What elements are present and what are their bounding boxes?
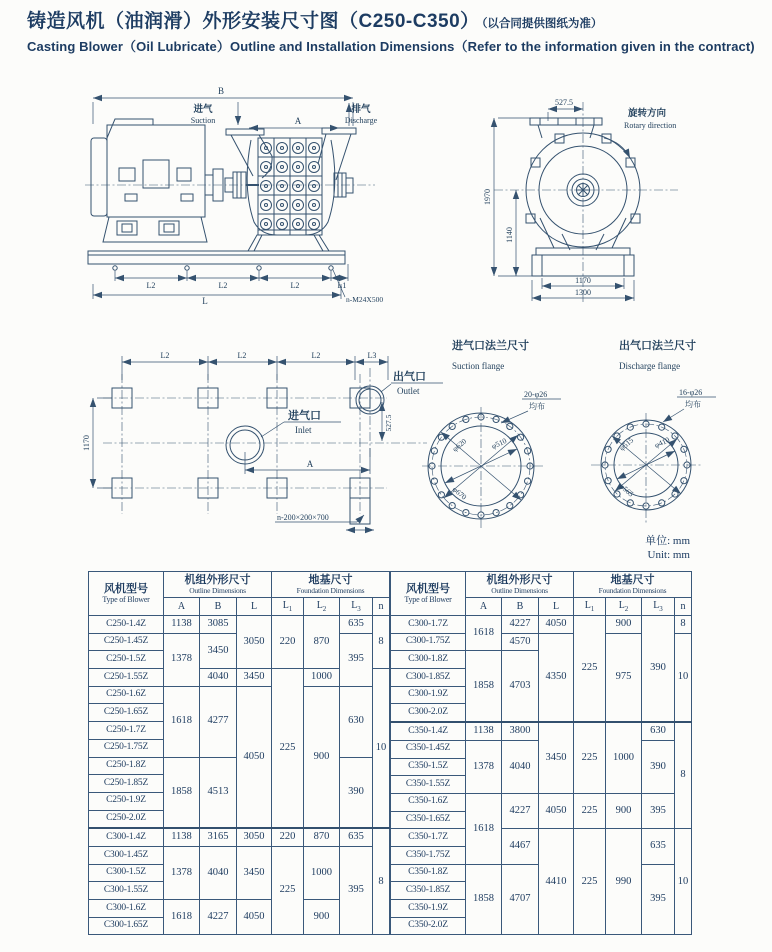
discharge-flange-drawing: [593, 335, 768, 540]
dim-1170-label: 1170: [575, 276, 591, 285]
page-title-cn: 铸造风机（油润滑）外形安装尺寸图（C250-C350）: [27, 11, 480, 32]
dim-cell-B: 4707: [502, 864, 539, 935]
base-frame: [88, 251, 383, 306]
blower-model-cell: C350-1.6Z: [391, 793, 466, 811]
col-header-L3: $L_3$: [340, 598, 373, 616]
outlet-label-cn: 出气口: [393, 371, 426, 383]
col-header-B: B: [200, 598, 237, 616]
blower-model-cell: C250-1.45Z: [89, 633, 164, 651]
header-outline: 机组外形尺寸 Outline Dimensions: [164, 572, 272, 598]
dim-L2-label: L2: [237, 351, 247, 360]
dim-L2-label: L2: [146, 281, 156, 290]
table-row: [89, 616, 390, 634]
dim-cell-A: 1378: [466, 740, 502, 793]
dim-L2-label: L2: [218, 281, 228, 290]
blower-model-cell: C350-1.7Z: [391, 829, 466, 847]
page-title-en: Casting Blower（Oil Lubricate）Outline and Installation Dimensions（Refer to the information given in the contract): [27, 39, 755, 54]
dim-cell-L2: 900: [304, 900, 340, 935]
dim-cell-n: 8: [373, 616, 390, 669]
col-header-B: B: [502, 598, 539, 616]
dim-cell-L: 4050: [237, 686, 272, 828]
col-header-L2: $L_2$: [606, 598, 642, 616]
dim-cell-B: 3450: [200, 633, 237, 668]
dim-cell-B: 3165: [200, 828, 237, 846]
dim-cell-L1: 225: [574, 793, 606, 828]
blower-model-cell: C300-1.65Z: [89, 917, 164, 935]
anchor-bolt-note: n-M24X500: [346, 295, 384, 304]
col-header-L: L: [237, 598, 272, 616]
dim-cell-A: 1618: [466, 793, 502, 864]
pocket-note-text: n-200×200×700: [277, 513, 329, 522]
col-header-A: A: [466, 598, 502, 616]
table-row: [89, 686, 390, 704]
blower-model-cell: C300-1.5Z: [89, 864, 164, 882]
dim-527-label: 527.5: [555, 98, 573, 107]
dim-cell-L2: 900: [606, 793, 642, 828]
dim-cell-L: 3050: [237, 828, 272, 846]
dim-cell-A: 1618: [164, 686, 200, 757]
dim-L2-label: L2: [290, 281, 300, 290]
dim-cell-A: 1138: [164, 616, 200, 634]
dim-cell-L2: 870: [304, 828, 340, 846]
blower-model-cell: C350-1.9Z: [391, 900, 466, 918]
dim-cell-A: 1858: [466, 864, 502, 935]
dim-cell-L1: 225: [272, 669, 304, 829]
table-header: [391, 572, 692, 616]
dim-cell-n: 10: [675, 633, 692, 722]
rotary-label-cn: 旋转方向: [628, 108, 667, 119]
dim-cell-B: 4227: [502, 793, 539, 828]
discharge-holes-note: 16-φ26: [679, 388, 703, 397]
dim-A-label: A: [306, 459, 314, 469]
discharge-label-cn: 排气: [351, 104, 371, 115]
blower-model-cell: C350-1.5Z: [391, 758, 466, 776]
dim-cell-L: 4410: [539, 829, 574, 935]
blower-model-cell: C250-2.0Z: [89, 810, 164, 828]
outlet-label-en: Outlet: [397, 386, 420, 396]
dim-cell-L3: 390: [642, 740, 675, 793]
blower-model-cell: C250-1.8Z: [89, 757, 164, 775]
unit-note-cn: 单位: mm: [645, 535, 690, 547]
dim-cell-n: 8: [675, 616, 692, 634]
discharge-label-en: Discharge: [344, 116, 378, 125]
dim-cell-A: 1618: [466, 616, 502, 651]
col-header-L3: $L_3$: [642, 598, 675, 616]
table-row: [391, 616, 692, 634]
dim-cell-n: 8: [675, 722, 692, 829]
header-type: 风机型号 Type of Blower: [89, 572, 164, 616]
dim-cell-A: 1378: [164, 633, 200, 686]
dim-cell-B: 4227: [200, 900, 237, 935]
dim-cell-B: 4040: [200, 669, 237, 687]
dim-L2-label: L2: [311, 351, 321, 360]
discharge-flange-title-cn: 出气口法兰尺寸: [619, 340, 696, 352]
blower-model-cell: C300-1.7Z: [391, 616, 466, 634]
page-title-note: （以合同提供图纸为准）: [481, 18, 603, 30]
dim-cell-n: 10: [373, 669, 390, 829]
blower-model-cell: C350-1.55Z: [391, 776, 466, 794]
dim-cell-L: 4050: [539, 793, 574, 828]
side-view-dimensions: [93, 86, 378, 128]
discharge-bore-dia: φ410: [653, 435, 671, 450]
dim-cell-L: 3450: [539, 722, 574, 793]
dim-cell-L3: 395: [642, 864, 675, 935]
blower-model-cell: C250-1.6Z: [89, 686, 164, 704]
suction-bore-dia: φ510: [490, 436, 508, 451]
dim-1970-label: 1970: [483, 189, 492, 205]
table-header: [89, 572, 390, 616]
inlet-opening: [226, 408, 341, 464]
dim-cell-L1: 225: [272, 846, 304, 934]
blower-model-cell: C350-1.8Z: [391, 864, 466, 882]
dim-cell-L3: 635: [642, 829, 675, 864]
dim-cell-n: 10: [675, 829, 692, 935]
blower-model-cell: C350-1.4Z: [391, 722, 466, 740]
dim-cell-L2: 990: [606, 829, 642, 935]
plan-A-dimension: [245, 448, 370, 474]
dim-cell-L3: 395: [340, 633, 373, 686]
blower-model-cell: C250-1.7Z: [89, 722, 164, 740]
pocket-size-note: [275, 513, 374, 530]
unit-note: [560, 534, 690, 562]
dim-cell-B: 3085: [200, 616, 237, 634]
blower-model-cell: C350-2.0Z: [391, 917, 466, 935]
header-outline: 机组外形尺寸 Outline Dimensions: [466, 572, 574, 598]
col-header-L: L: [539, 598, 574, 616]
dim-cell-L2: 870: [304, 616, 340, 669]
dim-cell-L1: 220: [272, 616, 304, 669]
dim-L3-label: L3: [367, 351, 377, 360]
dim-L-label: L: [202, 296, 208, 306]
blower-model-cell: C250-1.4Z: [89, 616, 164, 634]
inlet-label-en: Inlet: [295, 425, 312, 435]
side-view-drawing: [55, 72, 455, 307]
col-header-n: n: [675, 598, 692, 616]
col-header-L1: $L_1$: [272, 598, 304, 616]
dim-cell-A: 1378: [164, 846, 200, 899]
suction-flange-face: [422, 390, 561, 529]
dim-cell-L2: 900: [304, 686, 340, 828]
dim-cell-L: 3450: [237, 669, 272, 687]
blower-model-cell: C300-2.0Z: [391, 704, 466, 722]
blower-model-cell: C250-1.85Z: [89, 775, 164, 793]
dim-cell-L1: 220: [272, 828, 304, 846]
suction-label-cn: 进气: [193, 104, 213, 115]
dim-cell-A: 1618: [164, 900, 200, 935]
blower-model-cell: C250-1.75Z: [89, 739, 164, 757]
table-row: [89, 846, 390, 864]
dim-cell-L3: 630: [340, 686, 373, 757]
dimension-table-left: [88, 571, 390, 935]
plan-top-dimensions: [122, 351, 388, 380]
dim-cell-A: 1138: [164, 828, 200, 846]
dim-L1-label: L1: [337, 281, 347, 290]
dim-cell-L: 4050: [539, 616, 574, 634]
dim-cell-L: 3450: [237, 846, 272, 899]
table-body-left: [89, 616, 390, 935]
dim-cell-L3: 635: [340, 828, 373, 846]
blower-model-cell: C300-1.8Z: [391, 651, 466, 669]
col-header-A: A: [164, 598, 200, 616]
dim-cell-L3: 635: [340, 616, 373, 634]
front-view-drawing: [478, 88, 770, 313]
col-header-n: n: [373, 598, 390, 616]
dim-cell-B: 4040: [502, 740, 539, 793]
blower-model-cell: C250-1.65Z: [89, 704, 164, 722]
dim-cell-L: 3050: [237, 616, 272, 669]
dimension-table-right: [390, 571, 692, 935]
table-row: [391, 722, 692, 740]
col-header-L1: $L_1$: [574, 598, 606, 616]
rotary-direction: [604, 107, 676, 158]
blower-model-cell: C300-1.9Z: [391, 686, 466, 704]
suction-label-en: Suction: [190, 116, 216, 125]
dim-cell-A: 1858: [466, 651, 502, 722]
dim-cell-L1: 225: [574, 616, 606, 723]
table-body-right: [391, 616, 692, 935]
dim-cell-L: 4050: [237, 900, 272, 935]
plan-axes: [103, 368, 427, 514]
suction-outer-dia: φ670: [450, 484, 469, 502]
dim-cell-B: 4040: [200, 846, 237, 899]
dim-cell-L3: 395: [642, 793, 675, 828]
discharge-bolt-circle-dia: φ515: [617, 435, 636, 453]
dim-cell-B: 4513: [200, 757, 237, 828]
blower-model-cell: C300-1.85Z: [391, 669, 466, 687]
table-row: [391, 793, 692, 811]
discharge-flange-face: [591, 388, 716, 523]
dim-cell-L3: 395: [340, 846, 373, 934]
col-header-L2: $L_2$: [304, 598, 340, 616]
anchor-pockets: [112, 388, 370, 524]
dim-cell-B: 4227: [502, 616, 539, 634]
dim-cell-L2: 1000: [304, 846, 340, 899]
dim-1300-label: 1300: [575, 288, 591, 297]
dim-cell-B: 3800: [502, 722, 539, 740]
title-block: [27, 6, 757, 55]
discharge-flange-title-en: Discharge flange: [619, 361, 681, 371]
blower-model-cell: C300-1.75Z: [391, 633, 466, 651]
dim-cell-B: 4703: [502, 651, 539, 722]
dimension-tables: [88, 571, 692, 935]
blower-model-cell: C350-1.45Z: [391, 740, 466, 758]
blower-model-cell: C300-1.55Z: [89, 882, 164, 900]
table-row: [89, 828, 390, 846]
header-foundation: 地基尺寸 Foundation Dimensions: [272, 572, 390, 598]
dim-cell-L1: 225: [574, 722, 606, 793]
blower-model-cell: C250-1.9Z: [89, 792, 164, 810]
dim-cell-L1: 225: [574, 829, 606, 935]
dim-A-label: A: [294, 116, 302, 126]
dim-B-label: B: [217, 86, 225, 96]
suction-holes-note: 20-φ26: [524, 390, 548, 399]
blower-model-cell: C300-1.45Z: [89, 846, 164, 864]
dim-cell-L3: 390: [340, 757, 373, 828]
inlet-label-cn: 进气口: [288, 410, 321, 422]
blower-model-cell: C350-1.75Z: [391, 846, 466, 864]
dim-cell-B: 4277: [200, 686, 237, 757]
blower-model-cell: C250-1.55Z: [89, 669, 164, 687]
discharge-holes-note2: 均布: [685, 400, 701, 409]
dim-cell-L3: 390: [642, 616, 675, 723]
dim-1140-label: 1140: [505, 227, 514, 243]
table-row: [391, 829, 692, 847]
discharge-outer-dia: φ565: [617, 481, 636, 499]
blower-model-cell: C250-1.5Z: [89, 651, 164, 669]
blower-model-cell: C300-1.6Z: [89, 900, 164, 918]
blower-model-cell: C350-1.65Z: [391, 811, 466, 829]
motor: [91, 119, 207, 242]
unit-note-en: Unit: mm: [647, 549, 690, 561]
dim-cell-n: 8: [373, 828, 390, 935]
suction-bolt-circle-dia: φ620: [450, 436, 469, 454]
dim-cell-A: 1138: [466, 722, 502, 740]
dim-cell-B: 4467: [502, 829, 539, 864]
dim-1170-label: 1170: [82, 435, 91, 451]
dim-cell-L2: 900: [606, 616, 642, 634]
dim-527-label: 527.5: [384, 414, 393, 432]
dim-cell-L: 4350: [539, 633, 574, 722]
header-type: 风机型号 Type of Blower: [391, 572, 466, 616]
blower-model-cell: C350-1.85Z: [391, 882, 466, 900]
suction-flange-title-en: Suction flange: [452, 361, 505, 371]
rotary-label-en: Rotary direction: [624, 121, 677, 130]
blower-model-cell: C300-1.4Z: [89, 828, 164, 846]
dim-cell-L2: 1000: [304, 669, 340, 687]
suction-flange-title-cn: 进气口法兰尺寸: [452, 340, 529, 352]
dim-cell-A: 1858: [164, 757, 200, 828]
foundation-plan-drawing: [55, 328, 455, 543]
suction-flange-drawing: [425, 335, 600, 540]
dim-cell-L2: 1000: [606, 722, 642, 793]
dim-L2-label: L2: [160, 351, 170, 360]
suction-holes-note2: 均布: [529, 402, 545, 411]
dim-cell-L3: 630: [642, 722, 675, 740]
dim-cell-B: 4570: [502, 633, 539, 651]
dim-cell-L2: 975: [606, 633, 642, 722]
header-foundation: 地基尺寸 Foundation Dimensions: [574, 572, 692, 598]
